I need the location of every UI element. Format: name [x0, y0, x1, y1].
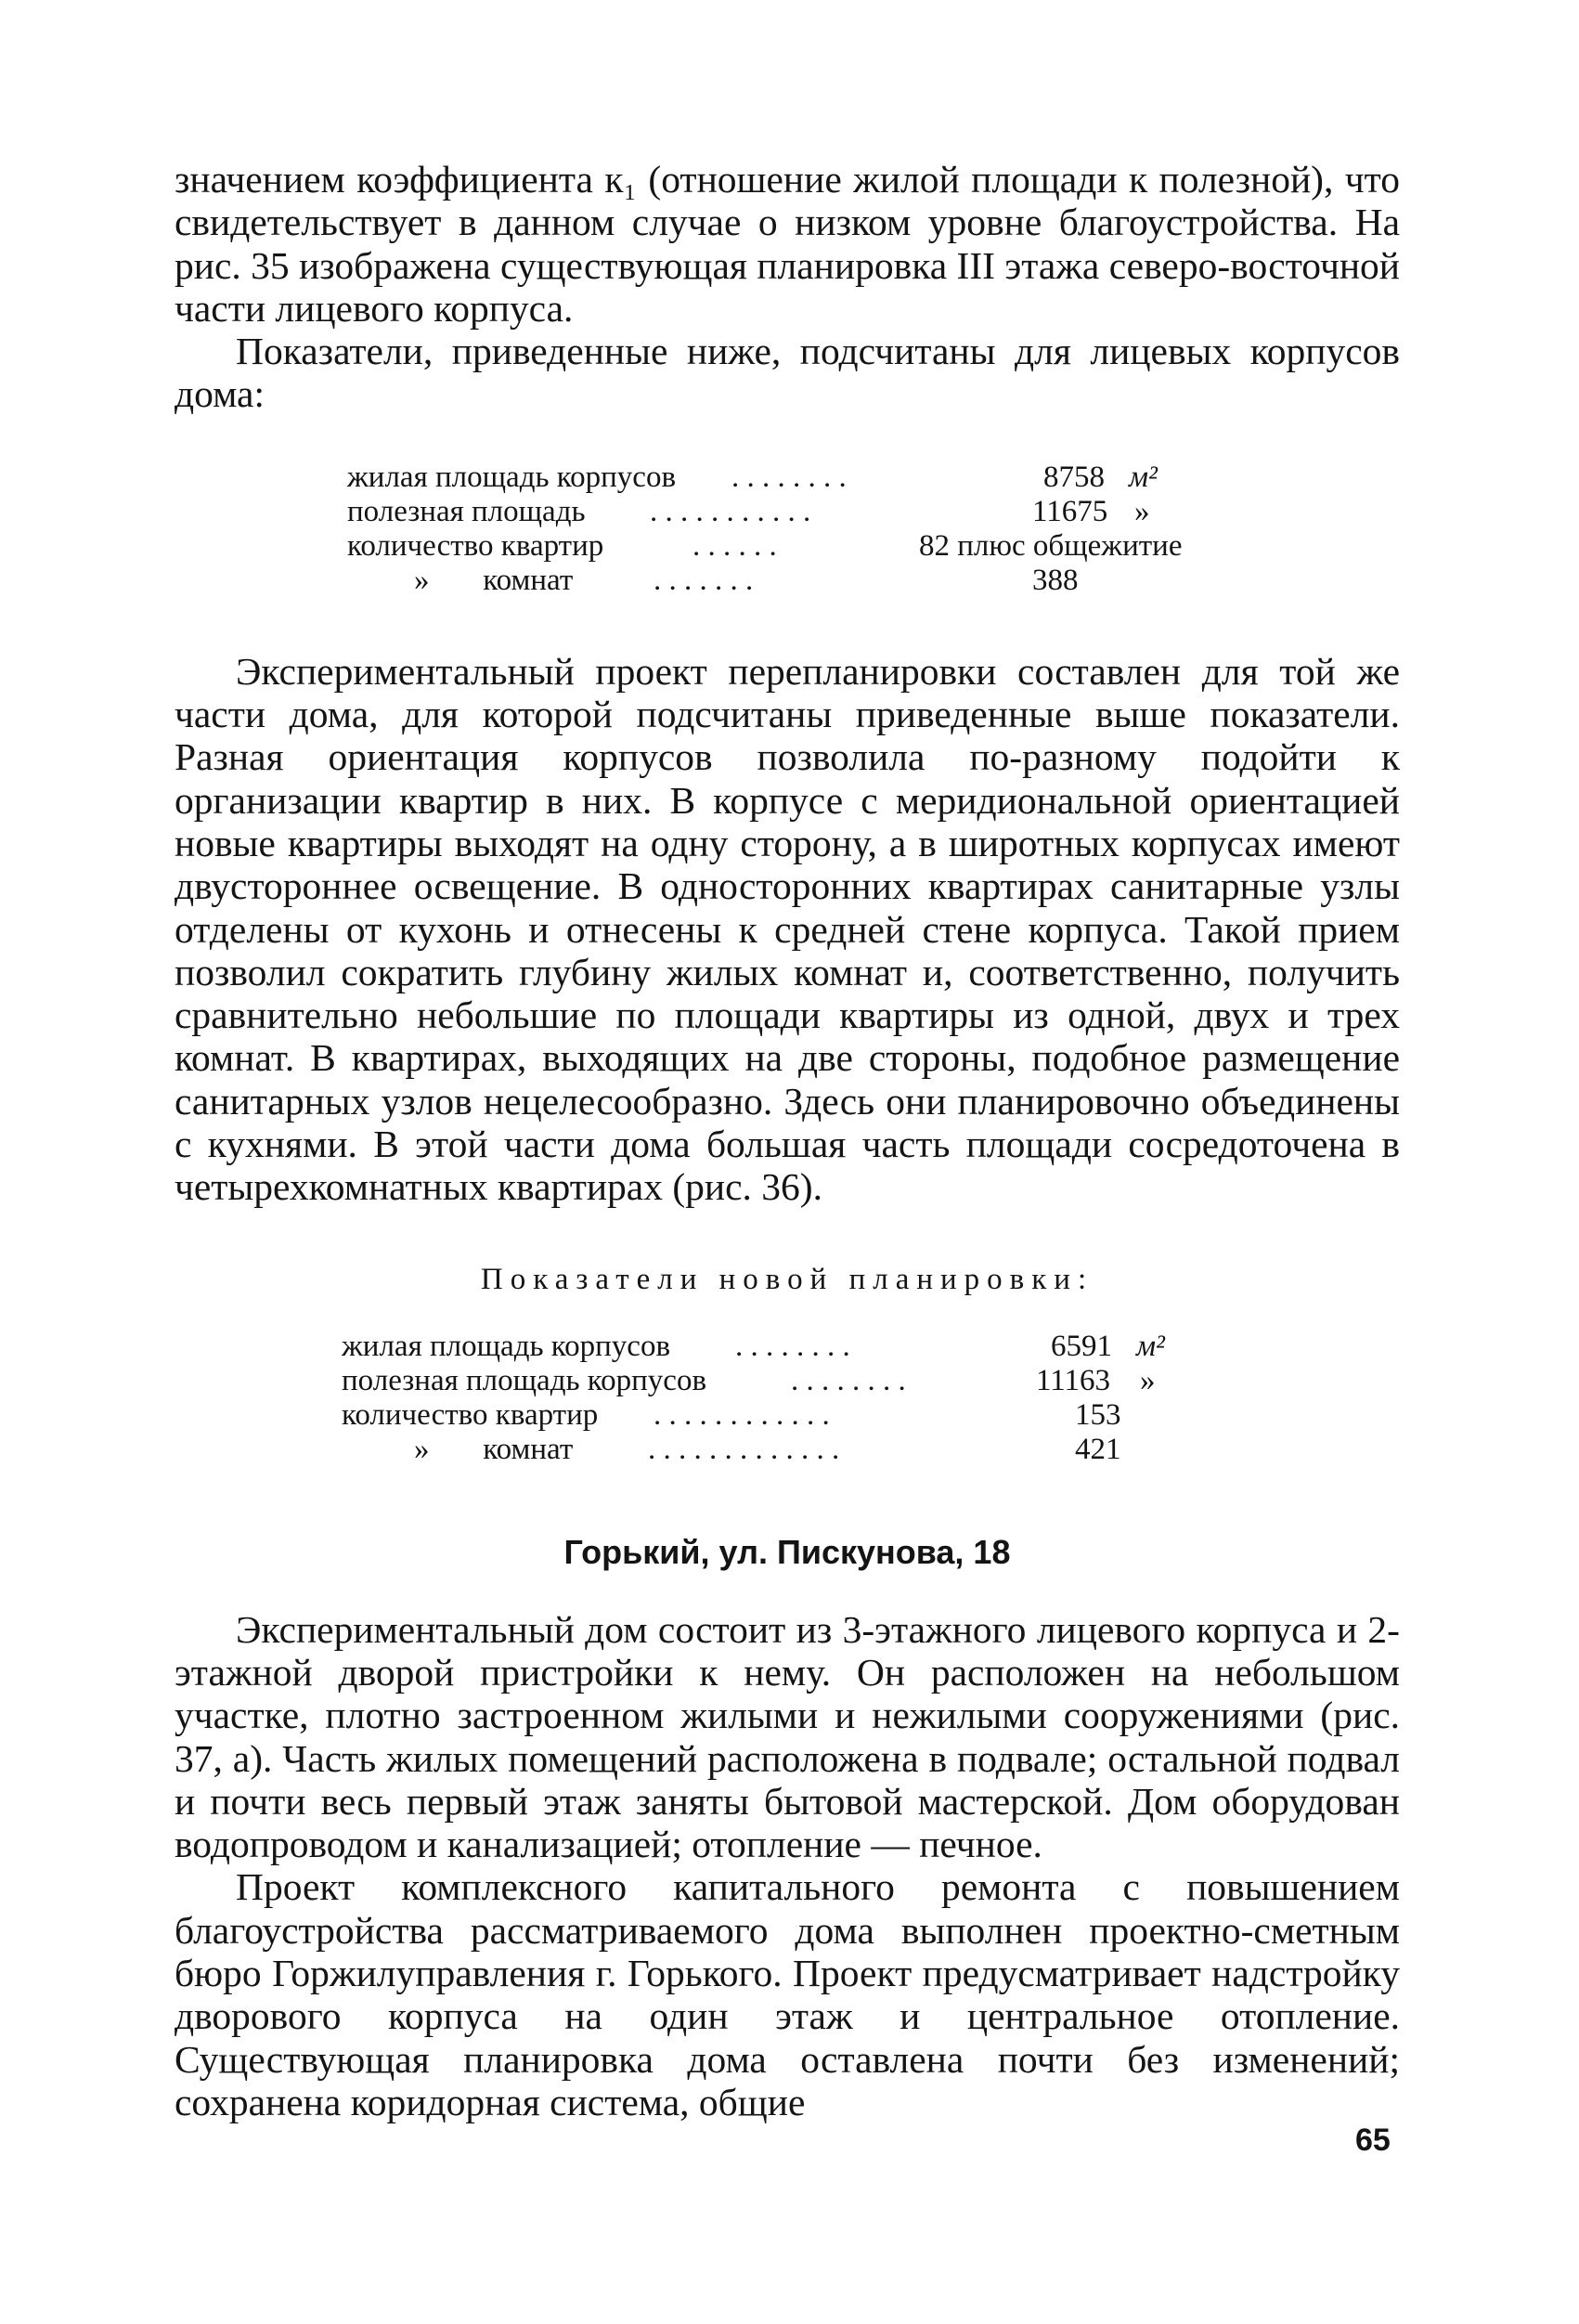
- paragraph-coefficient: значением коэффициента к₁ (отношение жилой площади к полезной), что свидетельствует в данном случае о низком уровне благоустройства. На рис. 35 изображена существующая планировка III этажа северо-восточной части лицевого корпуса.: [175, 158, 1400, 330]
- stat-label: количество квартир: [342, 1397, 599, 1432]
- stat-value: 388: [1032, 563, 1079, 597]
- stat-unit: »: [1140, 1363, 1156, 1397]
- stat-row: [342, 1330, 1233, 1364]
- paragraph-indicators-intro: Показатели, приведенные ниже, подсчитаны для лицевых корпусов дома:: [175, 330, 1400, 416]
- stat-dots: . . . . . .: [692, 528, 777, 563]
- stat-label: полезная площадь корпусов: [342, 1363, 707, 1397]
- existing-indicators-table: [347, 461, 1238, 598]
- stat-dots: . . . . . . . .: [791, 1363, 906, 1397]
- stat-label: » комнат: [414, 563, 574, 597]
- stat-value: 6591: [1051, 1329, 1112, 1363]
- stat-value: 8758: [1043, 460, 1105, 494]
- stat-label: жилая площадь корпусов: [342, 1329, 671, 1363]
- stat-row: [347, 529, 1238, 564]
- stat-label: жилая площадь корпусов: [347, 460, 677, 494]
- stat-dots: . . . . . . . .: [735, 1329, 850, 1363]
- stat-unit: м²: [1136, 1329, 1165, 1363]
- stat-unit: м²: [1129, 460, 1158, 494]
- paragraph-house-description: Экспериментальный дом состоит из 3-этажного лицевого корпуса и 2-этажной дворой пристройки к нему. Он расположен на небольшом участке, плотно застроенном жилыми и нежилыми сооружениями (рис. 37, а). Часть жилых помещений расположена в подвале; остальной подвал и почти весь первый этаж заняты бытовой мастерской. Дом оборудован водопроводом и канализацией; отопление — печное.: [175, 1607, 1400, 1866]
- stat-row: [347, 564, 1238, 598]
- stat-row: [342, 1364, 1233, 1398]
- new-layout-caption: Показатели новой планировки:: [480, 1262, 1094, 1296]
- stat-label: количество квартир: [347, 528, 604, 563]
- stat-dots: . . . . . . . . . . .: [650, 494, 811, 528]
- stat-unit: »: [1134, 494, 1150, 528]
- stat-value: 153: [1075, 1397, 1121, 1432]
- stat-label: полезная площадь: [347, 494, 586, 528]
- stat-row: [342, 1433, 1233, 1467]
- paragraph-renovation-project: Проект комплексного капитального ремонта с повышением благоустройства рассматриваемого дома выполнен проектно-сметным бюро Горжилуправления г. Горького. Проект предусматривает надстройку дворового корпуса на один этаж и центральное отопление. Существующая планировка дома оставлена почти без изменений; сохранена коридорная система, общие: [175, 1865, 1400, 2123]
- stat-value: 421: [1075, 1432, 1121, 1466]
- stat-row: [342, 1398, 1233, 1433]
- stat-dots: . . . . . . . .: [731, 460, 847, 494]
- stat-value: 82 плюс общежитие: [919, 528, 1183, 563]
- page-body: [175, 158, 1400, 2123]
- paragraph-experimental-project: Экспериментальный проект перепланировки составлен для той же части дома, для которой подсчитаны приведенные выше показатели. Разная ориентация корпусов позволила по-разному подойти к организации квартир в них. В корпусе с меридиональной ориентацией новые квартиры выходят на одну сторону, а в широтных корпусах имеют двустороннее освещение. В односторонних квартирах санитарные узлы отделены от кухонь и отнесены к средней стене корпуса. Такой прием позволил сократить глубину жилых комнат и, соответственно, получить сравнительно небольшие по площади квартиры из одной, двух и трех комнат. В квартирах, выходящих на две стороны, подобное размещение санитарных узлов нецелесообразно. Здесь они планировочно объединены с кухнями. В этой части дома большая часть площади сосредоточена в четырехкомнатных квартирах (рис. 36).: [175, 649, 1400, 1209]
- section-heading: Горький, ул. Пискунова, 18: [563, 1532, 1011, 1571]
- stat-dots: . . . . . . .: [654, 563, 754, 597]
- stat-dots: . . . . . . . . . . . . .: [648, 1432, 840, 1466]
- stat-value: 11675: [1032, 494, 1108, 528]
- stat-value: 11163: [1036, 1363, 1111, 1397]
- stat-dots: . . . . . . . . . . . .: [654, 1397, 830, 1432]
- new-indicators-table: [342, 1330, 1233, 1467]
- stat-row: [347, 495, 1238, 529]
- stat-label: » комнат: [414, 1432, 574, 1466]
- stat-row: [347, 461, 1238, 495]
- page-number: 65: [1355, 2123, 1391, 2158]
